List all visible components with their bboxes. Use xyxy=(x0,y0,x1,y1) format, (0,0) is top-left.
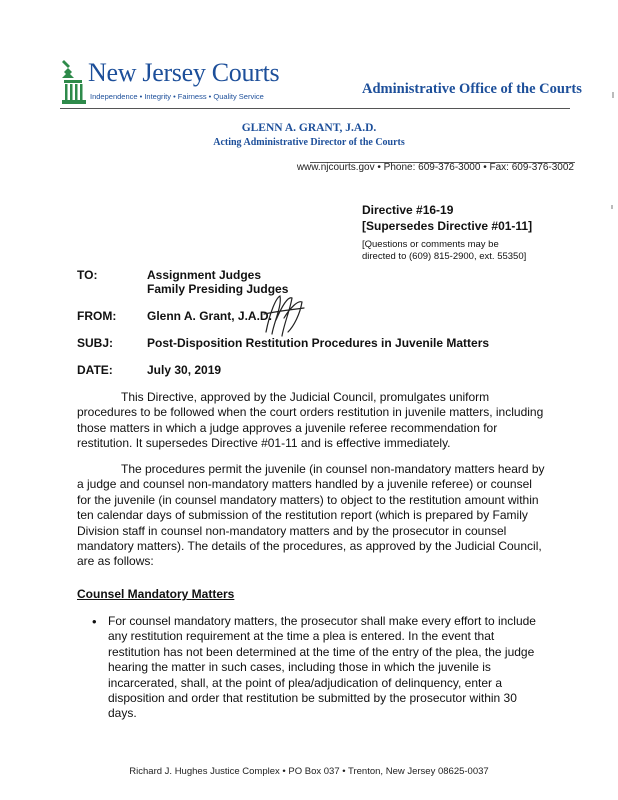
signature-icon xyxy=(258,292,308,340)
director-name: GLENN A. GRANT, J.A.D. xyxy=(241,122,377,134)
paragraph-2 xyxy=(77,462,549,570)
from-label: FROM: xyxy=(77,309,117,323)
scan-speck xyxy=(612,92,614,98)
date-label: DATE: xyxy=(77,363,113,377)
bullet-1-text: For counsel mandatory matters, the prosecutor shall make every effort to include any restitution requirement at the time a plea is entered. In the event that restitution has not been determined at the time of the entry of the plea, the judge hearing the matter in such cases, including those in which the juvenile is incarcerated, shall, at the point of plea/adjudication of delinquency, enter a disposition and order that restitution be submitted by the prosecutor within 30 days. xyxy=(108,614,536,721)
section-title: Counsel Mandatory Matters xyxy=(77,587,235,601)
director-title: Acting Administrative Director of the Courts xyxy=(213,137,405,148)
logo-tagline: Independence • Integrity • Fairness • Quality Service xyxy=(90,92,264,101)
paragraph-1-text: This Directive, approved by the Judicial Council, promulgates uniform procedures to be followed when the court orders restitution in juvenile matters, including those matters in which a judge approves a juvenile referee recommendation for restitution. It supersedes Directive #01-11 and is effective immediately. xyxy=(77,390,544,451)
questions-line-1: [Questions or comments may be xyxy=(362,239,499,250)
directive-block xyxy=(362,202,532,234)
bullet-icon: • xyxy=(92,614,97,629)
to-label: TO: xyxy=(77,268,98,282)
to-line-1: Assignment Judges xyxy=(147,268,262,282)
contact-line: www.njcourts.gov • Phone: 609-376-3000 • Fax: 609-376-3002 xyxy=(296,162,574,173)
logo-title: New Jersey Courts xyxy=(88,58,280,87)
header-divider xyxy=(60,108,570,109)
questions-line-2: directed to (609) 815-2900, ext. 55350] xyxy=(362,251,527,262)
scan-speck xyxy=(611,205,613,209)
directive-number: Directive #16-19 xyxy=(362,203,454,217)
directive-supersedes: [Supersedes Directive #01-11] xyxy=(362,219,533,233)
office-name: Administrative Office of the Courts xyxy=(362,81,582,97)
footer-address: Richard J. Hughes Justice Complex • PO Box 037 • Trenton, New Jersey 08625-0037 xyxy=(129,766,489,777)
date-value: July 30, 2019 xyxy=(147,363,222,377)
subj-value: Post-Disposition Restitution Procedures in Juvenile Matters xyxy=(147,336,490,350)
paragraph-2-text: The procedures permit the juvenile (in counsel non-mandatory matters heard by a judge and counsel non-mandatory matters handled by a juvenile referee) or counsel for the juvenile (in counsel mandatory matters) to object to the restitution amount within ten calendar days of submission of the restitution report (which is prepared by Family Division staff in counsel non-mandatory matters and by the prosecutor in counsel mandatory matters). The details of the procedures, as approved by the Judicial Council, are as follows: xyxy=(77,462,545,569)
paragraph-1 xyxy=(77,390,549,452)
to-line-2: Family Presiding Judges xyxy=(147,282,289,296)
subj-label: SUBJ: xyxy=(77,336,114,350)
from-value: Glenn A. Grant, J.A.D. xyxy=(147,309,272,323)
questions-note xyxy=(362,239,562,263)
